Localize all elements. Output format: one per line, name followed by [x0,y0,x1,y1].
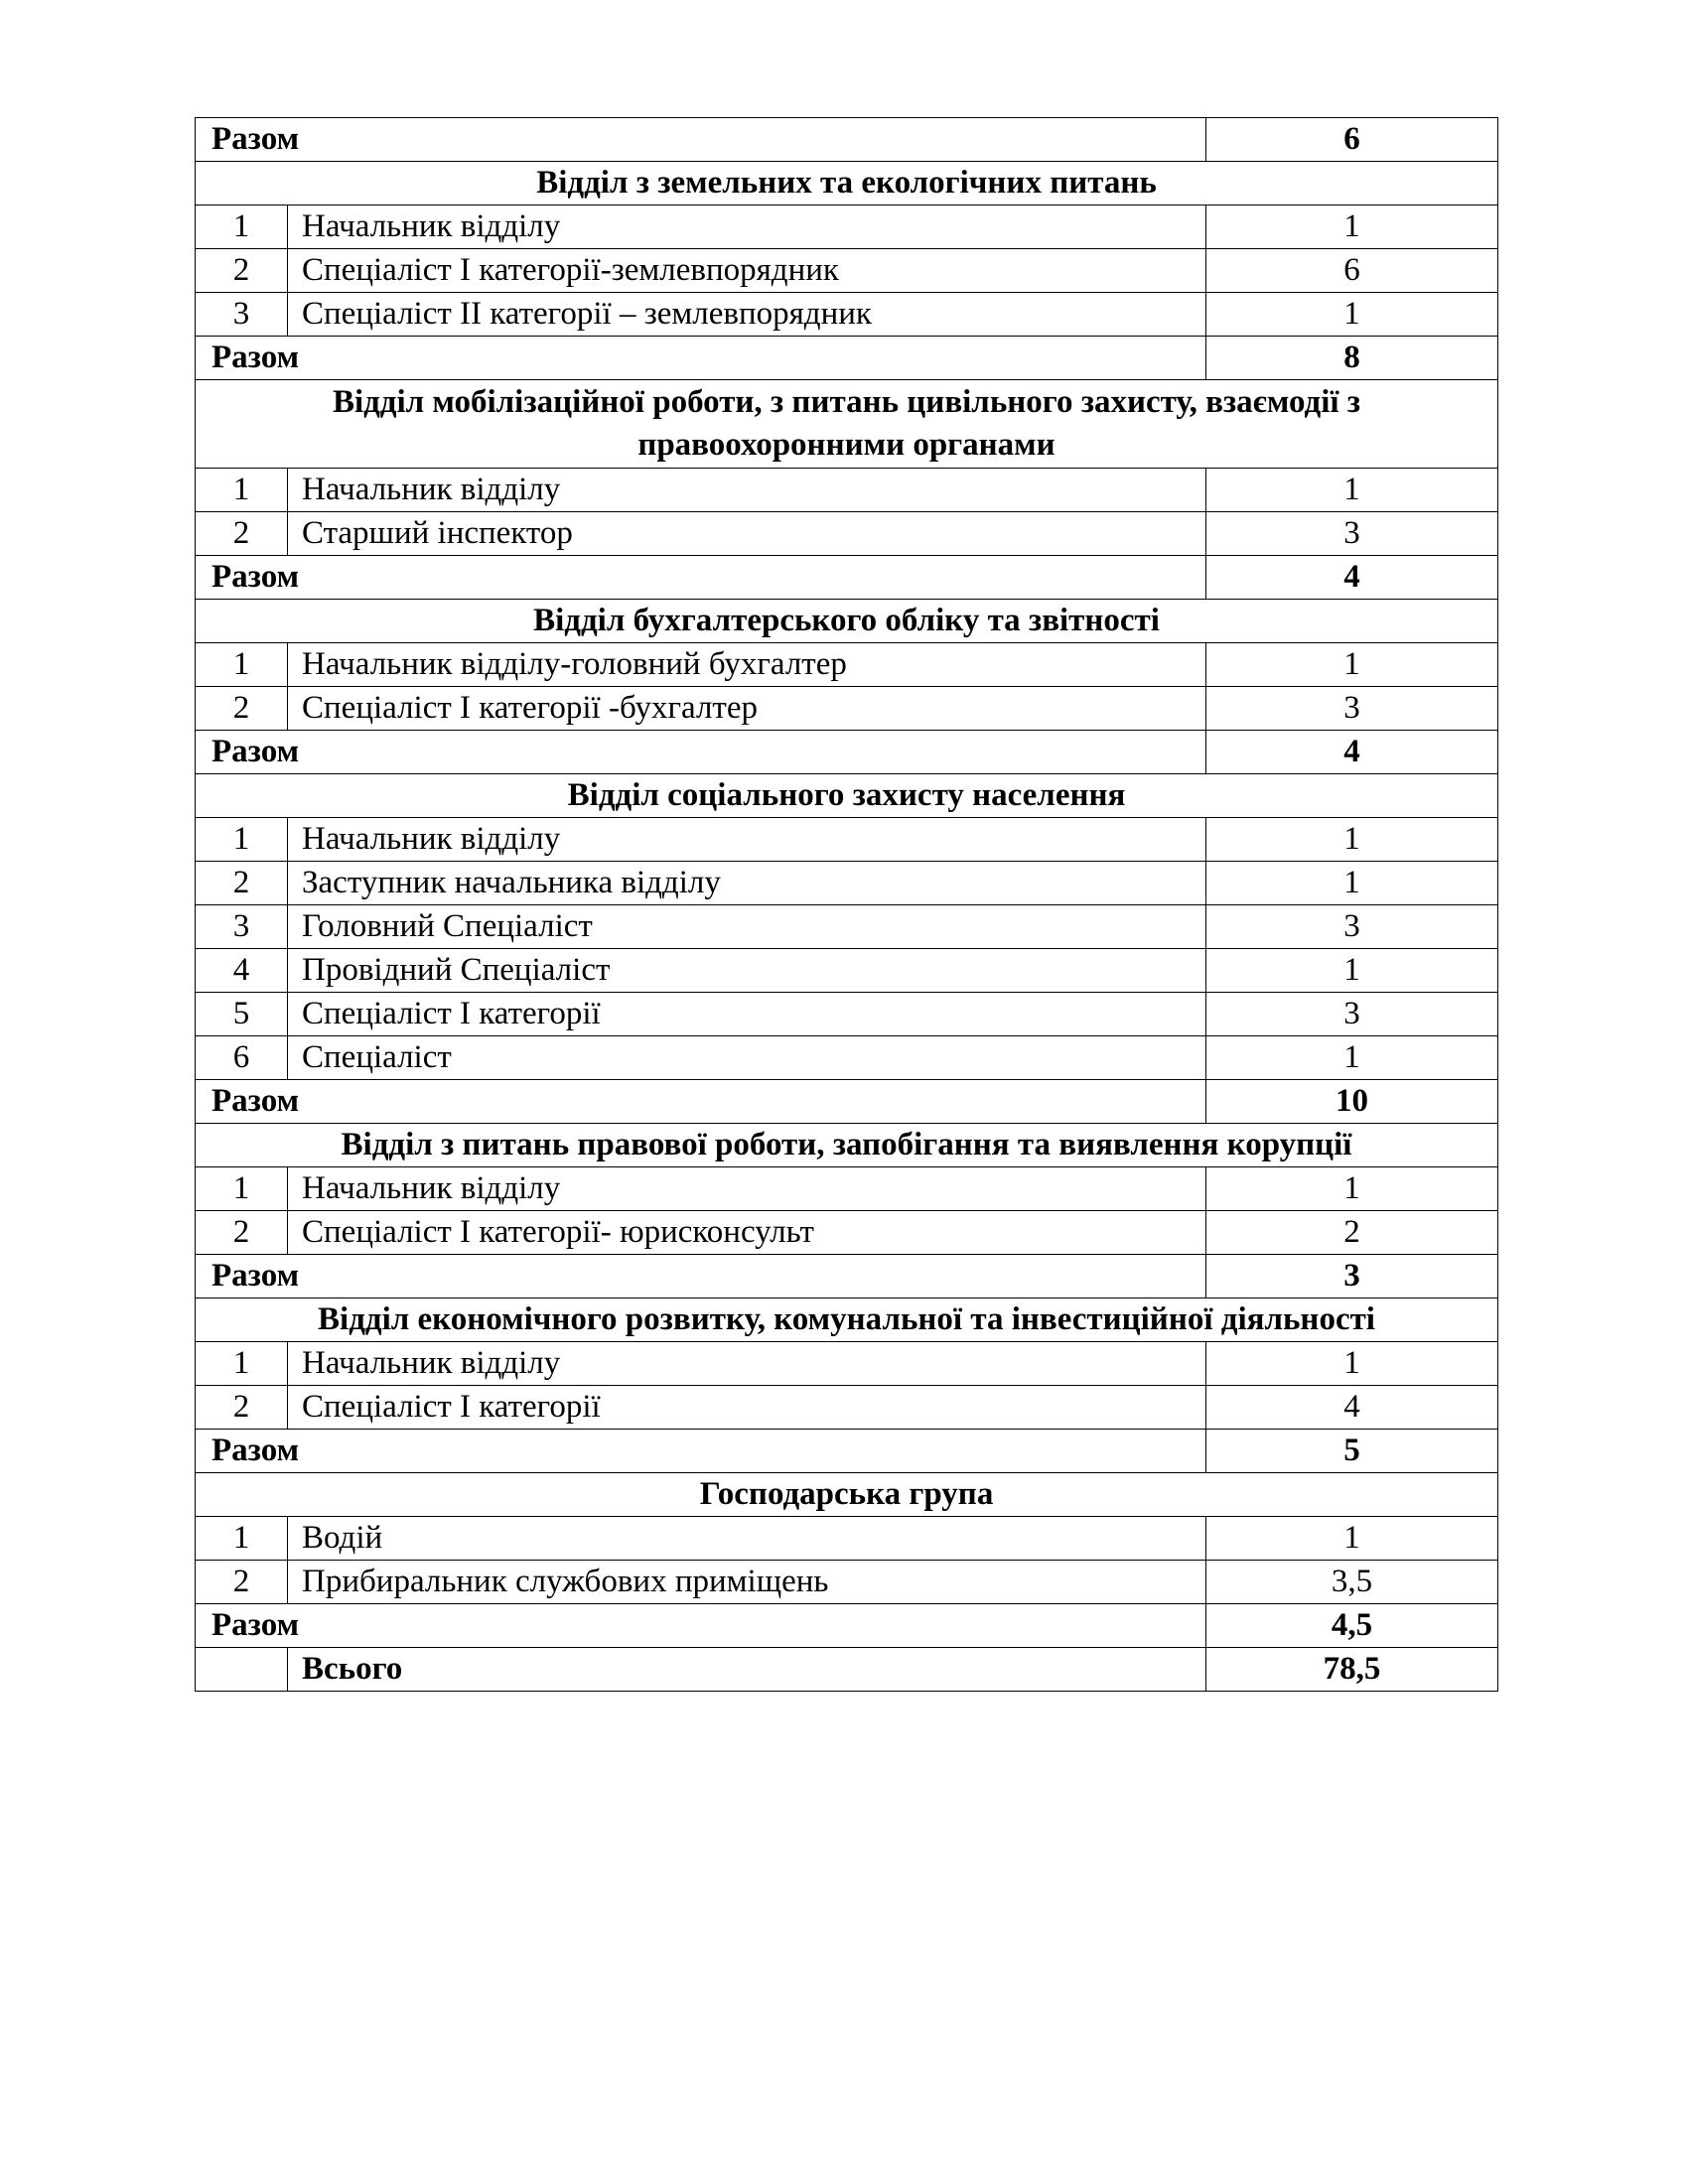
grand-total-label: Всього [288,1648,1206,1692]
department-title: Господарська група [196,1473,1498,1517]
table-row [196,862,1498,905]
table-row [196,1386,1498,1430]
subtotal-row [196,1430,1498,1473]
staffing-table-body [196,118,1498,1692]
row-number: 1 [196,1167,288,1211]
department-title: Відділ мобілізаційної роботи, з питань цивільного захисту, взаємодії з правоохоронними органами [196,380,1498,469]
position-name: Головний Спеціаліст [288,905,1206,949]
position-name: Спеціаліст І категорії [288,993,1206,1036]
subtotal-label: Разом [196,118,1206,162]
position-name: Старший інспектор [288,512,1206,556]
position-name: Спеціаліст ІІ категорії – землевпорядник [288,293,1206,337]
row-number: 2 [196,512,288,556]
position-name: Водій [288,1517,1206,1561]
subtotal-value: 4 [1206,731,1498,774]
department-header-row [196,380,1498,469]
table-row [196,1167,1498,1211]
row-number: 1 [196,1517,288,1561]
subtotal-row [196,1255,1498,1298]
position-count: 1 [1206,1167,1498,1211]
position-count: 4 [1206,1386,1498,1430]
subtotal-value: 10 [1206,1080,1498,1124]
row-number: 1 [196,1342,288,1386]
department-header-row [196,1473,1498,1517]
position-name: Спеціаліст І категорії- юрисконсульт [288,1211,1206,1255]
table-row [196,512,1498,556]
position-count: 1 [1206,1342,1498,1386]
table-row [196,643,1498,687]
row-number: 6 [196,1036,288,1080]
department-header-row [196,600,1498,643]
row-number: 4 [196,949,288,993]
position-name: Спеціаліст [288,1036,1206,1080]
subtotal-label: Разом [196,556,1206,600]
subtotal-value: 6 [1206,118,1498,162]
staffing-table [195,117,1498,1692]
subtotal-row [196,731,1498,774]
table-row [196,1561,1498,1604]
table-row [196,249,1498,293]
subtotal-label: Разом [196,1080,1206,1124]
subtotal-value: 4 [1206,556,1498,600]
table-row [196,1211,1498,1255]
position-count: 3 [1206,512,1498,556]
subtotal-value: 3 [1206,1255,1498,1298]
department-title: Відділ соціального захисту населення [196,774,1498,818]
position-name: Прибиральник службових приміщень [288,1561,1206,1604]
row-number: 3 [196,905,288,949]
table-row [196,1517,1498,1561]
subtotal-label: Разом [196,1255,1206,1298]
position-count: 1 [1206,818,1498,862]
position-count: 1 [1206,1517,1498,1561]
grand-total-row [196,1648,1498,1692]
subtotal-label: Разом [196,731,1206,774]
position-count: 2 [1206,1211,1498,1255]
table-row [196,293,1498,337]
department-header-row [196,1298,1498,1342]
position-count: 6 [1206,249,1498,293]
row-number: 1 [196,205,288,249]
subtotal-value: 4,5 [1206,1604,1498,1648]
row-number: 2 [196,1386,288,1430]
position-name: Провідний Спеціаліст [288,949,1206,993]
position-name: Начальник відділу [288,1167,1206,1211]
position-count: 3 [1206,993,1498,1036]
position-count: 1 [1206,1036,1498,1080]
subtotal-value: 8 [1206,337,1498,380]
position-name: Начальник відділу [288,205,1206,249]
subtotal-row [196,337,1498,380]
row-number: 1 [196,818,288,862]
table-row [196,1342,1498,1386]
subtotal-row [196,118,1498,162]
position-count: 1 [1206,293,1498,337]
table-row [196,993,1498,1036]
position-name: Спеціаліст І категорії -бухгалтер [288,687,1206,731]
table-row [196,905,1498,949]
row-number: 2 [196,687,288,731]
department-title: Відділ бухгалтерського обліку та звітності [196,600,1498,643]
position-count: 3 [1206,905,1498,949]
department-header-row [196,1124,1498,1167]
position-count: 3,5 [1206,1561,1498,1604]
table-row [196,469,1498,512]
position-name: Спеціаліст І категорії [288,1386,1206,1430]
subtotal-label: Разом [196,337,1206,380]
position-count: 1 [1206,643,1498,687]
row-number: 2 [196,1561,288,1604]
department-title: Відділ економічного розвитку, комунальної та інвестиційної діяльності [196,1298,1498,1342]
row-number: 1 [196,643,288,687]
subtotal-label: Разом [196,1604,1206,1648]
subtotal-value: 5 [1206,1430,1498,1473]
row-number: 1 [196,469,288,512]
subtotal-row [196,1604,1498,1648]
table-row [196,687,1498,731]
grand-total-empty-cell [196,1648,288,1692]
subtotal-row [196,556,1498,600]
row-number: 2 [196,249,288,293]
row-number: 3 [196,293,288,337]
position-count: 1 [1206,862,1498,905]
department-header-row [196,774,1498,818]
position-count: 3 [1206,687,1498,731]
subtotal-row [196,1080,1498,1124]
department-title: Відділ з питань правової роботи, запобігання та виявлення корупції [196,1124,1498,1167]
position-name: Заступник начальника відділу [288,862,1206,905]
row-number: 5 [196,993,288,1036]
table-row [196,818,1498,862]
row-number: 2 [196,862,288,905]
grand-total-value: 78,5 [1206,1648,1498,1692]
position-name: Начальник відділу-головний бухгалтер [288,643,1206,687]
department-title: Відділ з земельних та екологічних питань [196,162,1498,205]
row-number: 2 [196,1211,288,1255]
position-name: Начальник відділу [288,1342,1206,1386]
table-row [196,949,1498,993]
department-header-row [196,162,1498,205]
position-count: 1 [1206,949,1498,993]
table-row [196,1036,1498,1080]
position-count: 1 [1206,469,1498,512]
position-name: Спеціаліст І категорії-землевпорядник [288,249,1206,293]
position-name: Начальник відділу [288,469,1206,512]
table-row [196,205,1498,249]
position-name: Начальник відділу [288,818,1206,862]
position-count: 1 [1206,205,1498,249]
subtotal-label: Разом [196,1430,1206,1473]
